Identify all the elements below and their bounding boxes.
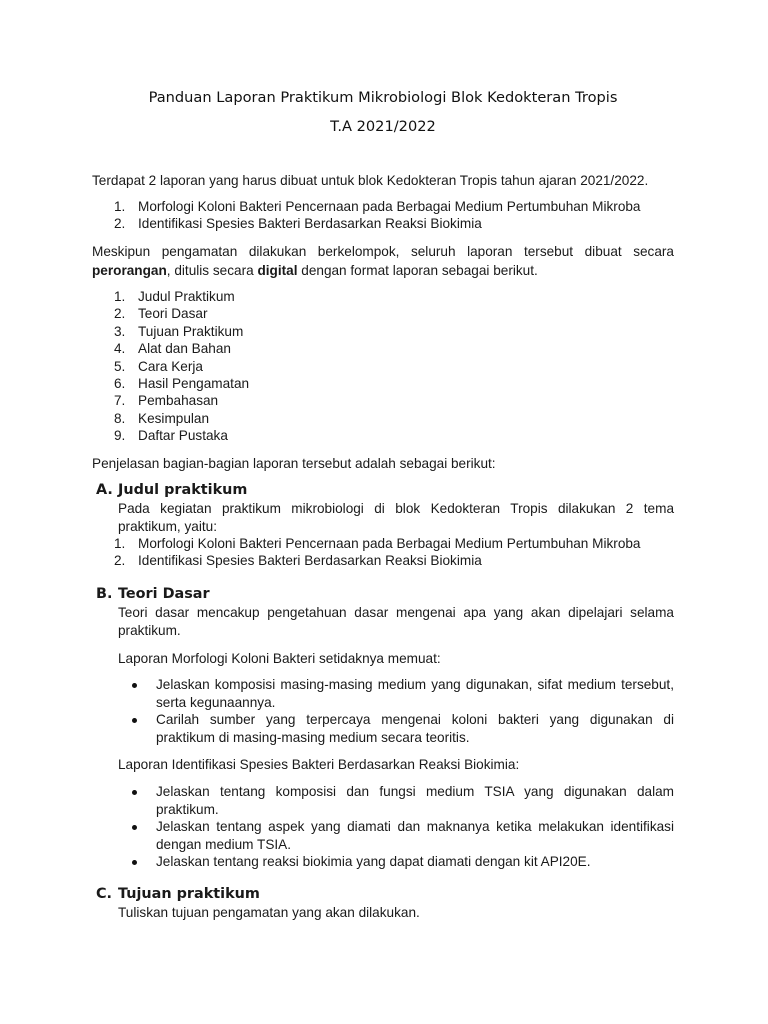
document-academic-year: T.A 2021/2022 [330, 118, 436, 135]
morfologi-bullets [118, 676, 674, 746]
list-item: Jelaskan komposisi masing-masing medium yang digunakan, sifat medium tersebut, serta kegunaannya. [118, 676, 674, 711]
list-item: Jelaskan tentang komposisi dan fungsi medium TSIA yang digunakan dalam praktikum. [118, 783, 674, 818]
format-paragraph-line1: Meskipun pengamatan dilakukan berkelompok, seluruh laporan tersebut dibuat secara [92, 244, 674, 259]
section-c-heading: C. Tujuan praktikum [96, 886, 260, 902]
morfologi-intro: Laporan Morfologi Koloni Bakteri setidaknya memuat: [118, 651, 441, 666]
section-b-text-line2: praktikum. [118, 623, 181, 638]
list-item: 1. Morfologi Koloni Bakteri Pencernaan pada Berbagai Medium Pertumbuhan Mikroba [114, 199, 641, 214]
bullet-icon [132, 718, 137, 723]
identifikasi-bullets [118, 783, 674, 871]
list-item: 7. Pembahasan [114, 393, 219, 409]
list-item: Jelaskan tentang aspek yang diamati dan maknanya ketika melakukan identifikasi dengan medium TSIA. [118, 818, 674, 853]
explain-paragraph: Penjelasan bagian-bagian laporan tersebut adalah sebagai berikut: [92, 456, 496, 471]
bullet-icon [132, 860, 137, 865]
intro-paragraph: Terdapat 2 laporan yang harus dibuat untuk blok Kedokteran Tropis tahun ajaran 2021/2022. [92, 173, 649, 188]
document-title: Panduan Laporan Praktikum Mikrobiologi Blok Kedokteran Tropis [148, 89, 618, 106]
list-item: 6. Hasil Pengamatan [114, 375, 250, 391]
list-item: Carilah sumber yang terpercaya mengenai koloni bakteri yang digunakan di praktikum di masing-masing medium secara teoritis. [118, 711, 674, 746]
list-item: Jelaskan tentang reaksi biokimia yang dapat diamati dengan kit API20E. [118, 853, 674, 871]
identifikasi-intro: Laporan Identifikasi Spesies Bakteri Berdasarkan Reaksi Biokimia: [118, 757, 520, 772]
section-b-text-line1: Teori dasar mencakup pengetahuan dasar mengenai apa yang akan dipelajari selama [118, 605, 674, 620]
section-a-text-line1: Pada kegiatan praktikum mikrobiologi di blok Kedokteran Tropis dilakukan 2 tema [118, 501, 674, 516]
list-item: 2. Identifikasi Spesies Bakteri Berdasarkan Reaksi Biokimia [114, 216, 482, 232]
format-paragraph-line2: perorangan, ditulis secara digital dengan format laporan sebagai berikut. [92, 263, 538, 278]
list-item: 9. Daftar Pustaka [114, 428, 228, 444]
list-item: 2. Identifikasi Spesies Bakteri Berdasarkan Reaksi Biokimia [114, 553, 482, 569]
list-item: 1. Judul Praktikum [114, 289, 235, 304]
bullet-icon [132, 683, 137, 688]
list-item: 8. Kesimpulan [114, 410, 210, 426]
section-a-list [92, 535, 674, 570]
bullet-icon [132, 825, 137, 830]
section-a-heading: A. Judul praktikum [96, 482, 248, 498]
list-item: 2. Teori Dasar [114, 306, 208, 322]
list-item: 3. Tujuan Praktikum [114, 323, 244, 339]
emphasis-perorangan: perorangan [92, 263, 167, 278]
emphasis-digital: digital [257, 263, 298, 278]
section-c-text: Tuliskan tujuan pengamatan yang akan dilakukan. [118, 905, 420, 920]
report-list [92, 198, 674, 233]
list-item: 1. Morfologi Koloni Bakteri Pencernaan pada Berbagai Medium Pertumbuhan Mikroba [114, 536, 641, 551]
bullet-icon [132, 790, 137, 795]
list-item: 4. Alat dan Bahan [114, 341, 231, 357]
section-b-heading: B. Teori Dasar [96, 586, 210, 602]
list-item: 5. Cara Kerja [114, 358, 203, 374]
format-list [92, 288, 674, 445]
section-a-text-line2: praktikum, yaitu: [118, 519, 217, 534]
